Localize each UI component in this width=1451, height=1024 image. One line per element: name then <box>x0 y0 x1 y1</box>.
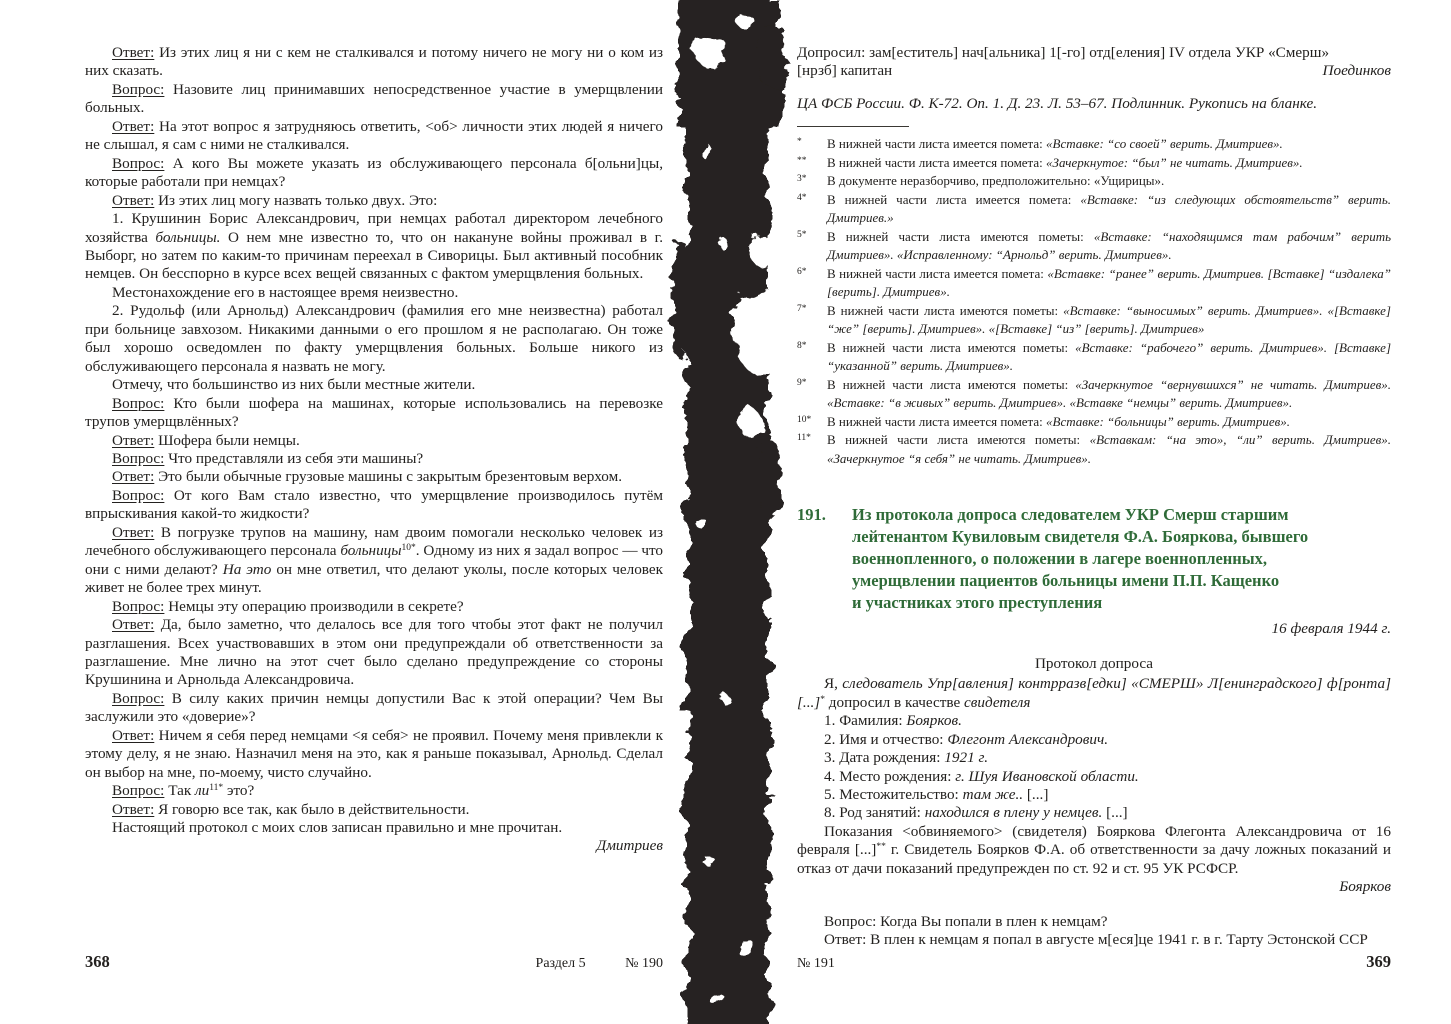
text-run: Ответ: <box>112 800 155 818</box>
page-right <box>797 44 1391 950</box>
paragraph <box>797 931 1391 949</box>
paragraph <box>85 44 663 81</box>
text-run: Кто были шофера на машинах, которые использовались на перевозке трупов умерщвлённых? <box>85 394 663 431</box>
paragraph <box>797 675 1391 712</box>
text-run: * <box>820 694 825 705</box>
text-run: ** <box>876 842 886 853</box>
running-footer-right: № 191 <box>797 956 835 971</box>
text-run: От кого Вам стало известно, что умерщвление производилось путём впрыскивания какой-то жидкости? <box>85 486 663 523</box>
text-run: [...] <box>1023 785 1049 803</box>
footnote <box>797 172 1391 191</box>
document-date: 16 февраля 1944 г. <box>1271 620 1391 638</box>
page-number-left: 368 <box>85 952 110 971</box>
page-number-right: 369 <box>1366 952 1391 971</box>
text-run: «Вставке: “выносимых” верить. Дмитриев». «[Вставке] “же” [верить]. Дмитриев». «[Вставке] “из” [верить]. Дмитриев» <box>827 302 1391 337</box>
text-run: он мне ответил, что делают уколы, после которых человек живет не более трех минут. <box>85 560 663 597</box>
footnote-marker: 3* <box>797 174 807 185</box>
text-run: В нижней части листа имеются пометы: <box>827 339 1076 355</box>
paragraph <box>797 878 1391 896</box>
text-run: Вопрос: <box>112 449 165 467</box>
text-run: Это были обычные грузовые машины с закрытым брезентовым верхом. <box>154 468 623 486</box>
text-run: следователь Упр[авления] контрразв[едки] «СМЕРШ» Л[енинградского] ф[ронта] [...] <box>797 675 1391 711</box>
document-title-line: военнопленного, о положении в лагере военнопленных, <box>852 549 1268 569</box>
footnote <box>797 376 1391 413</box>
paragraph <box>85 155 663 192</box>
text-run: г. Свидетель Боярков Ф.А. об ответственности за дачу ложных показаний и отказ от дачи показаний предупрежден по ст. 92 и ст. 95 УК РСФСР. <box>797 841 1391 877</box>
footnote-marker: * <box>797 137 802 148</box>
text-run: Вопрос: <box>112 394 165 412</box>
text-run: Показания <обвиняемого> (свидетеля) Бояркова Флегонта Александровича от 16 февраля [...] <box>797 822 1391 859</box>
text-run: находился в плену у немцев. <box>924 804 1103 822</box>
qa-block <box>797 913 1391 950</box>
paragraph <box>797 749 1391 767</box>
text-run: В нижней части листа имеются пометы: <box>827 228 1094 244</box>
text-run: А кого Вы можете указать из обслуживающего персонала б[ольни]цы, которые работали при немцах? <box>85 154 663 191</box>
text-run: Ничем я себя перед немцами <я себя> не проявил. Почему меня привлекли к этому делу, я не знаю. Назначил меня на это, как я раньше показывал, Арнольд. Сделал он выбор на мне, по-моему, чисто случайно. <box>85 726 663 781</box>
footnote-marker: 4* <box>797 192 807 203</box>
text-run: «Вставкам: “на это», “ли” верить. Дмитриев». «Зачеркнутое “я себя” не читать. Дмитриев». <box>827 432 1391 466</box>
document-body <box>797 675 1391 896</box>
text-run: Ответ: <box>112 468 155 486</box>
text-run: «Вставке: “ранее” верить. Дмитриев. [Вставке] “издалека” [верить]. Дмитриев». <box>827 265 1391 300</box>
text-run: Я говорю все так, как было в действительности. <box>154 800 470 818</box>
paragraph <box>85 782 663 800</box>
footnote <box>797 431 1391 468</box>
interrogator-attribution <box>797 44 1391 81</box>
text-run: это? <box>223 782 255 800</box>
footnotes-block <box>797 135 1391 468</box>
footnote-text <box>827 228 1391 265</box>
text-run: Из этих лиц я ни с кем не сталкивался и потому ничего не могу ни о ком из них сказать. <box>85 44 663 80</box>
section-label: Раздел 5 <box>535 956 586 971</box>
paragraph <box>85 395 663 432</box>
paragraph <box>797 804 1391 822</box>
paragraph <box>797 731 1391 749</box>
signature-poedinkov: Поединков <box>1322 62 1391 80</box>
signature-line <box>85 837 663 855</box>
footnote-marker: 8* <box>797 340 807 351</box>
text-run: На этот вопрос я затрудняюсь ответить, <об> личности этих людей я ничего не слышал, я сам с ними не сталкивался. <box>85 117 663 154</box>
text-run: В нижней части листа имеются пометы: <box>827 432 1090 448</box>
text-run: 4. Место рождения: <box>824 767 956 785</box>
footnote-text <box>827 135 1391 154</box>
text-run: Из этих лиц могу назвать только двух. Это: <box>154 191 438 209</box>
text-run: «Вставке: “из следующих обстоятельств” верить. Дмитриев.» <box>827 191 1391 226</box>
paragraph <box>797 913 1391 931</box>
footnote <box>797 265 1391 302</box>
text-run: больницы. <box>155 228 221 246</box>
footnote-text <box>827 154 1391 173</box>
footnote <box>797 413 1391 432</box>
text-run: Ответ: <box>112 726 155 744</box>
footnote-separator <box>797 126 909 127</box>
text-run: Местонахождение его в настоящее время неизвестно. <box>112 283 459 301</box>
paragraph <box>85 801 663 819</box>
paragraph <box>85 432 663 450</box>
document-heading <box>797 504 1391 614</box>
footnote <box>797 135 1391 154</box>
footnote-marker: 10* <box>797 414 812 425</box>
paragraph <box>85 450 663 468</box>
paragraph <box>85 210 663 284</box>
doc-number-left-label: № 190 <box>625 956 663 971</box>
text-run: Ответ: <box>112 117 155 135</box>
text-run: В нижней части листа имеется помета: <box>827 191 1081 207</box>
text-run: Вопрос: Когда Вы попали в плен к немцам? <box>824 912 1108 930</box>
text-run: 3. Дата рождения: <box>824 749 945 767</box>
paragraph <box>797 712 1391 730</box>
footnote-text <box>827 431 1391 468</box>
footnote <box>797 154 1391 173</box>
text-run: О нем мне известно то, что он накануне войны проживал в г. Выборг, но затем по каким-то причинам переехал в Сиворицы. Был активный пособник немцев. Он бесспорно в курсе всех вещей связанных с фактом умерщвления больных. <box>85 228 663 283</box>
document-title-line: лейтенантом Кувиловым свидетеля Ф.А. Бояркова, бывшего <box>852 527 1309 547</box>
footnote <box>797 302 1391 339</box>
paragraph <box>85 118 663 155</box>
left-page-text <box>85 44 663 837</box>
text-run: 11* <box>209 783 224 794</box>
text-run: В нижней части листа имеется помета: <box>827 413 1047 429</box>
footnote-marker: 7* <box>797 303 807 314</box>
text-run: Ответ: <box>112 431 155 449</box>
text-run: Вопрос: <box>112 154 165 172</box>
footnote-text <box>827 302 1391 339</box>
text-run: Ответ: <box>112 523 155 541</box>
protocol-subtitle: Протокол допроса <box>1034 654 1154 672</box>
text-run: Вопрос: <box>112 80 165 98</box>
document-title-line: умерщвлении пациентов больницы имени П.П. Кащенко <box>852 571 1280 591</box>
text-run: Так <box>164 782 196 800</box>
paragraph <box>85 376 663 394</box>
text-run: 5. Местожительство: <box>824 785 963 803</box>
text-run: Вопрос: <box>112 486 165 504</box>
footnote-text <box>827 172 1391 191</box>
footnote-marker: ** <box>797 155 807 166</box>
text-run: Немцы эту операцию производили в секрете? <box>164 597 464 615</box>
text-run: 1. Крушинин Борис Александрович, при немцах работал директором лечебного хозяйства <box>85 210 663 246</box>
paragraph <box>85 690 663 727</box>
text-run: Ответ: В плен к немцам я попал в августе м[еся]це 1941 г. в г. Тарту Эстонской ССР <box>824 931 1368 949</box>
text-run: Я, <box>824 675 843 693</box>
paragraph <box>797 768 1391 786</box>
text-run: «Вставке: “со своей” верить. Дмитриев». <box>1046 136 1283 152</box>
paragraph <box>85 598 663 616</box>
text-run: ли <box>195 782 210 800</box>
text-run: В нижней части листа имеется помета: <box>827 154 1047 170</box>
text-run: 2. Рудольф (или Арнольд) Александрович (фамилия его мне неизвестна) работал при больнице завхозом. Никакими данными о его прошлом я не располагаю. Он тоже был хорошо осведомлен по факту умерщвления больных. Больше никого из обслуживающего персонала я назвать не могу. <box>85 302 663 375</box>
text-run: больницы <box>340 542 402 560</box>
paragraph <box>85 468 663 486</box>
text-run: Вопрос: <box>112 597 165 615</box>
footnote <box>797 339 1391 376</box>
document-number: 191. <box>797 505 826 525</box>
text-run: В силу каких причин немцы допустили Вас к этой операции? Чем Вы заслужили это «доверие»? <box>85 689 663 726</box>
text-run: «Зачеркнутое: “был” не читать. Дмитриев». <box>1046 154 1303 170</box>
text-run: 1921 г. <box>944 749 988 767</box>
text-run: Боярков <box>1339 878 1391 896</box>
text-run: В нижней части листа имеется помета: <box>827 265 1048 281</box>
paragraph <box>85 819 663 837</box>
paragraph <box>85 81 663 118</box>
text-run: Ответ: <box>112 191 155 209</box>
text-run: Боярков. <box>906 712 962 730</box>
text-run: Флегонт Александрович. <box>947 730 1108 748</box>
paragraph <box>85 727 663 782</box>
text-run: Ответ: <box>112 44 155 61</box>
text-run: Настоящий протокол с моих слов записан правильно и мне прочитан. <box>112 819 563 837</box>
footnote <box>797 228 1391 265</box>
document-title-line: и участниках этого преступления <box>852 593 1103 613</box>
text-run: Отмечу, что большинство из них были местные жители. <box>112 376 476 394</box>
text-run: 8. Род занятий: <box>824 804 925 822</box>
book-binding-scan-artifact <box>650 0 800 1024</box>
text-run: там же.. <box>962 785 1024 803</box>
footnote-marker: 11* <box>797 433 811 444</box>
footnote-text <box>827 191 1391 228</box>
text-run: г. Шуя Ивановской области. <box>955 767 1139 785</box>
page-left <box>85 44 663 856</box>
paragraph <box>797 823 1391 878</box>
text-run: Назовите лиц принимавших непосредственное участие в умерщвлении больных. <box>85 80 663 117</box>
paragraph <box>85 302 663 376</box>
footnote <box>797 191 1391 228</box>
text-run: В нижней части листа имеется помета: <box>827 136 1047 152</box>
text-run: «Зачеркнутое “вернувшихся” не читать. Дмитриев». «Вставке: “в живых” верить. Дмитриев». «Вставке “немцы” верить. Дмитриев». <box>827 376 1391 411</box>
paragraph <box>85 524 663 598</box>
text-run: допросил в качестве <box>824 693 965 711</box>
document-title <box>852 504 1391 614</box>
text-run: Вопрос: <box>112 782 165 800</box>
text-run: «Вставке: “больницы” верить. Дмитриев». <box>1046 413 1290 429</box>
paragraph <box>85 284 663 302</box>
attribution-line1: Допросил: зам[еститель] нач[альника] 1[-го] отд[еления] IV отдела УКР «Смерш» <box>797 44 1330 61</box>
text-run: . Одному из них я задал вопрос — что они с ними делают? <box>85 542 663 578</box>
running-footer-left <box>85 956 663 972</box>
attribution-rank: [нрзб] капитан <box>797 62 893 80</box>
signature-dmitriev: Дмитриев <box>596 837 663 855</box>
text-run: «Вставке: “рабочего” верить. Дмитриев». [Вставке] “указанной” верить. Дмитриев». <box>827 339 1391 374</box>
text-run: [...] <box>1102 804 1128 822</box>
text-run: В погрузке трупов на машину, нам двоим помогали несколько человек из лечебного обслуживающего персонала <box>85 523 663 560</box>
text-run: В нижней части листа имеются пометы: <box>827 302 1064 318</box>
paragraph <box>85 616 663 690</box>
document-title-line: Из протокола допроса следователем УКР Смерш старшим <box>852 505 1289 525</box>
footnote-text <box>827 376 1391 413</box>
paragraph <box>797 786 1391 804</box>
text-run: Шофера были немцы. <box>154 431 300 449</box>
footnote-marker: 6* <box>797 266 807 277</box>
text-run: В документе неразборчиво, предположительно: «Ущирицы». <box>827 173 1165 189</box>
text-run: В нижней части листа имеются пометы: <box>827 376 1076 392</box>
text-run: 10* <box>401 543 416 554</box>
text-run: Ответ: <box>112 616 155 634</box>
text-run: На это <box>222 560 272 578</box>
paragraph <box>85 487 663 524</box>
paragraph <box>85 192 663 210</box>
archive-reference: ЦА ФСБ России. Ф. К-72. Оп. 1. Д. 23. Л. 53–67. Подлинник. Рукопись на бланке. <box>797 94 1318 112</box>
footnote-text <box>827 339 1391 376</box>
footnote-text <box>827 413 1391 432</box>
text-run: «Вставке: “находящимся там рабочим” верить Дмитриев». «Исправленному: “Арнольд” верить. Дмитриев». <box>827 228 1392 263</box>
text-run: 2. Имя и отчество: <box>824 730 948 748</box>
text-run: Да, было заметно, что делалось все для того чтобы этот факт не получил разглашения. Всех участвовавших в этом они предупреждали об ответственности за разглашение. Мне лично на этот счет было сделано предупреждение со стороны Крушинина и Арнольда Александровича. <box>85 616 663 689</box>
footnote-text <box>827 265 1391 302</box>
footnote-marker: 9* <box>797 377 807 388</box>
text-run: Что представляли из себя эти машины? <box>164 449 424 467</box>
text-run: 1. Фамилия: <box>824 712 907 730</box>
text-run: свидетеля <box>964 693 1031 711</box>
text-run: Вопрос: <box>112 689 165 707</box>
footnote-marker: 5* <box>797 229 807 240</box>
